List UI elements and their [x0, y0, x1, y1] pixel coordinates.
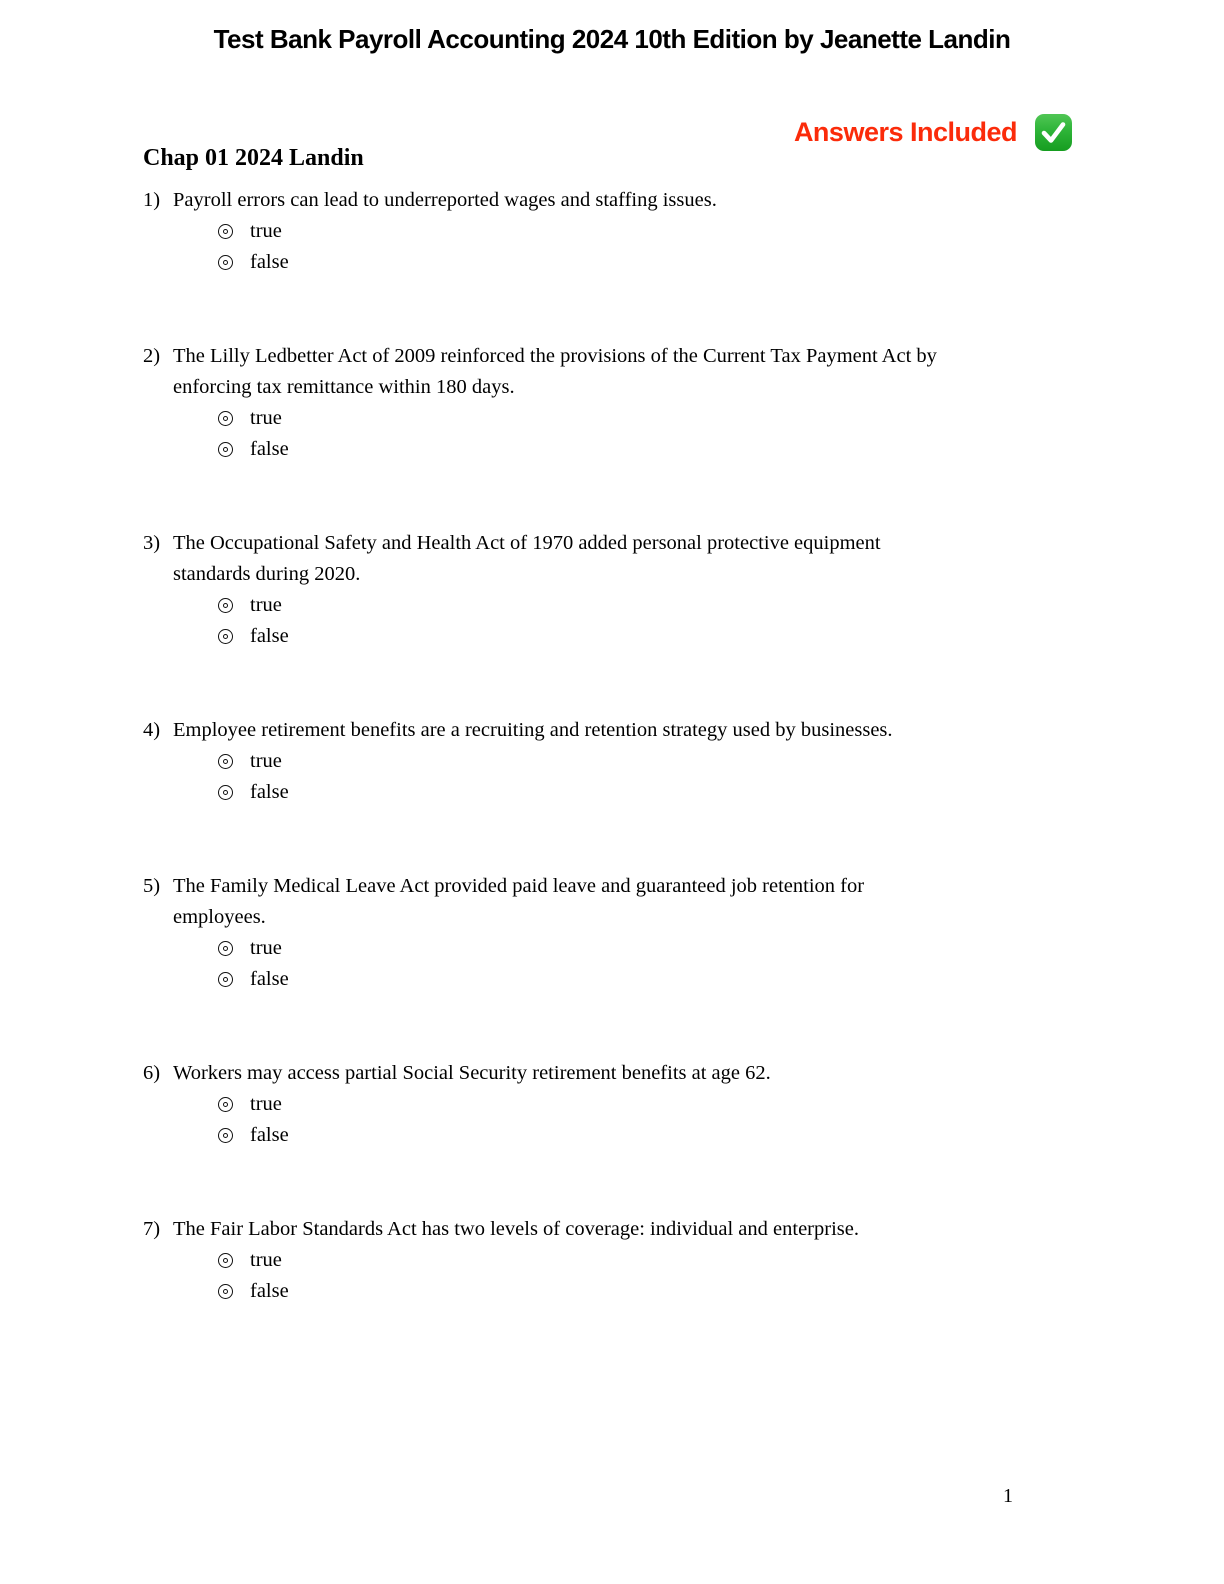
question-item: [143, 528, 1083, 652]
option-false-label: false: [250, 1124, 289, 1146]
question-list: [143, 185, 1083, 1307]
question-number: 2): [143, 345, 161, 367]
option-group: [218, 746, 1083, 808]
option-true: [218, 216, 1083, 247]
option-false: [218, 1276, 1083, 1307]
question-item: [143, 1058, 1083, 1151]
radio-button-icon: [218, 754, 233, 769]
radio-button-icon: [218, 1253, 233, 1268]
option-group: [218, 590, 1083, 652]
question-item: [143, 871, 1083, 995]
document-title: Test Bank Payroll Accounting 2024 10th Edition by Jeanette Landin: [213, 24, 1011, 54]
radio-button-icon: [218, 941, 233, 956]
question-text-line: enforcing tax remittance within 180 days.: [173, 376, 515, 398]
question-row: [143, 1214, 1083, 1245]
option-true: [218, 590, 1083, 621]
question-text: [173, 341, 1083, 403]
option-false-label: false: [250, 438, 289, 460]
option-true-label: true: [250, 407, 282, 429]
page-number: 1: [1003, 1485, 1013, 1507]
option-true: [218, 1245, 1083, 1276]
radio-button-icon: [218, 224, 233, 239]
option-false: [218, 1120, 1083, 1151]
radio-button-icon: [218, 785, 233, 800]
question-row: [143, 185, 1083, 216]
option-true-label: true: [250, 220, 282, 242]
radio-button-icon: [218, 598, 233, 613]
option-true: [218, 746, 1083, 777]
question-text: [173, 715, 1083, 746]
question-text: [173, 871, 1083, 933]
option-group: [218, 216, 1083, 278]
option-true-label: true: [250, 594, 282, 616]
option-false: [218, 434, 1083, 465]
question-text-line: employees.: [173, 906, 266, 928]
question-row: [143, 871, 1083, 933]
option-false-label: false: [250, 781, 289, 803]
question-text: [173, 185, 1083, 216]
question-row: [143, 341, 1083, 403]
radio-button-icon: [218, 442, 233, 457]
content-column: [143, 144, 1083, 1370]
question-item: [143, 185, 1083, 278]
option-group: [218, 933, 1083, 995]
question-row: [143, 528, 1083, 590]
question-number: 3): [143, 532, 161, 554]
question-text: [173, 1058, 1083, 1089]
option-false-label: false: [250, 625, 289, 647]
radio-button-icon: [218, 1097, 233, 1112]
question-number: 4): [143, 719, 161, 741]
radio-button-icon: [218, 1128, 233, 1143]
question-row: [143, 1058, 1083, 1089]
question-item: [143, 341, 1083, 465]
option-group: [218, 1089, 1083, 1151]
question-item: [143, 715, 1083, 808]
question-text: [173, 1214, 1083, 1245]
question-row: [143, 715, 1083, 746]
option-true-label: true: [250, 750, 282, 772]
question-text-line: standards during 2020.: [173, 563, 361, 585]
option-true-label: true: [250, 937, 282, 959]
option-true-label: true: [250, 1249, 282, 1271]
answers-included-label: Answers Included: [793, 117, 1017, 147]
option-true-label: true: [250, 1093, 282, 1115]
question-text-line: Employee retirement benefits are a recruiting and retention strategy used by businesses.: [173, 719, 893, 741]
question-item: [143, 1214, 1083, 1307]
question-text-line: The Occupational Safety and Health Act of 1970 added personal protective equipment: [173, 532, 881, 554]
option-false: [218, 621, 1083, 652]
radio-button-icon: [218, 411, 233, 426]
radio-button-icon: [218, 255, 233, 270]
chapter-heading: Chap 01 2024 Landin: [143, 145, 364, 171]
option-false-label: false: [250, 1280, 289, 1302]
option-group: [218, 403, 1083, 465]
option-true: [218, 403, 1083, 434]
option-false-label: false: [250, 968, 289, 990]
option-false-label: false: [250, 251, 289, 273]
option-false: [218, 777, 1083, 808]
question-text-line: The Fair Labor Standards Act has two levels of coverage: individual and enterprise.: [173, 1218, 859, 1240]
question-text: [173, 528, 1083, 590]
question-text-line: The Family Medical Leave Act provided paid leave and guaranteed job retention for: [173, 875, 865, 897]
question-number: 1): [143, 189, 161, 211]
radio-button-icon: [218, 1284, 233, 1299]
question-text-line: Workers may access partial Social Security retirement benefits at age 62.: [173, 1062, 771, 1084]
question-number: 5): [143, 875, 161, 897]
radio-button-icon: [218, 972, 233, 987]
question-text-line: The Lilly Ledbetter Act of 2009 reinforced the provisions of the Current Tax Payment Act by: [173, 345, 937, 367]
question-number: 7): [143, 1218, 161, 1240]
option-true: [218, 933, 1083, 964]
option-group: [218, 1245, 1083, 1307]
option-false: [218, 247, 1083, 278]
question-text-line: Payroll errors can lead to underreported wages and staffing issues.: [173, 189, 717, 211]
radio-button-icon: [218, 629, 233, 644]
option-false: [218, 964, 1083, 995]
option-true: [218, 1089, 1083, 1120]
question-number: 6): [143, 1062, 161, 1084]
